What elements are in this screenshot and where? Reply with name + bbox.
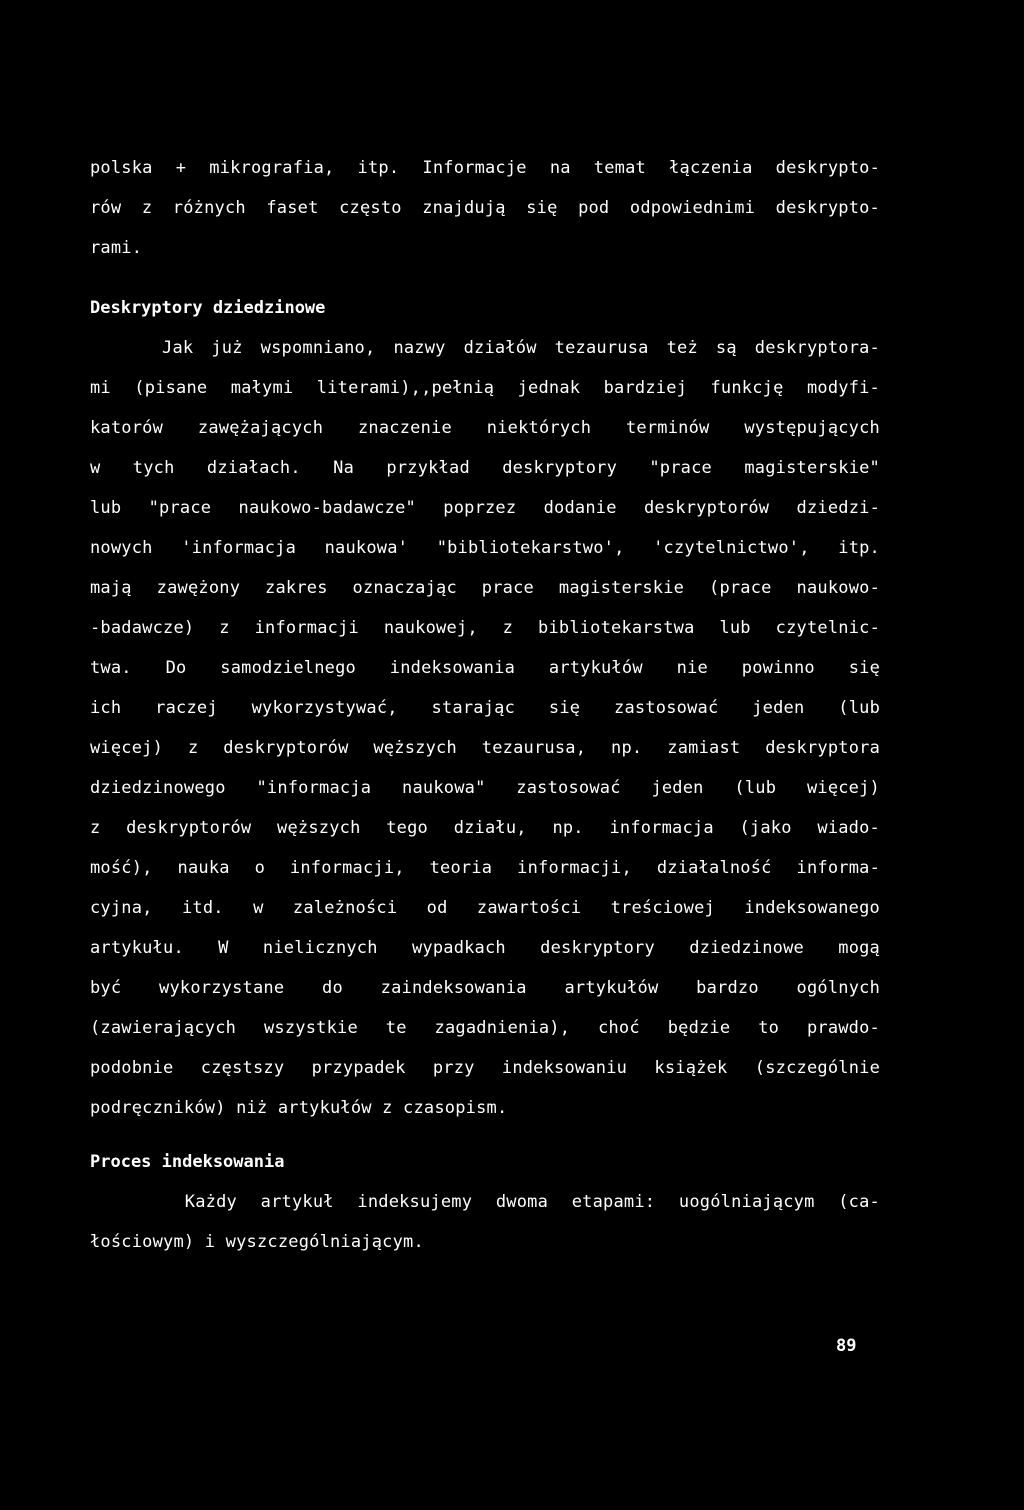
- text-line: katorów zawężających znaczenie niektórych terminów występujących: [90, 418, 880, 438]
- text-line: artykułu. W nielicznych wypadkach deskryptory dziedzinowe mogą: [90, 938, 880, 958]
- text-line: mi (pisane małymi literami),,pełnią jednak bardziej funkcję modyfi-: [90, 378, 880, 398]
- text-line: nowych 'informacja naukowa' "bibliotekarstwo', 'czytelnictwo', itp.: [90, 538, 880, 558]
- text-line: być wykorzystane do zaindeksowania artykułów bardzo ogólnych: [90, 978, 880, 998]
- text-line: podręczników) niż artykułów z czasopism.: [90, 1098, 508, 1118]
- text-line: rów z różnych faset często znajdują się pod odpowiednimi deskrypto-: [90, 198, 880, 218]
- text-line: (zawierających wszystkie te zagadnienia), choć będzie to prawdo-: [90, 1018, 880, 1038]
- text-line: ich raczej wykorzystywać, starając się zastosować jeden (lub: [90, 698, 880, 718]
- text-line: -badawcze) z informacji naukowej, z bibliotekarstwa lub czytelnic-: [90, 618, 880, 638]
- page-number: 89: [836, 1336, 857, 1356]
- text-line: rami.: [90, 238, 143, 258]
- text-line: mość), nauka o informacji, teoria informacji, działalność informa-: [90, 858, 880, 878]
- text-line: polska + mikrografia, itp. Informacje na temat łączenia deskrypto-: [90, 158, 880, 178]
- text-line: lub "prace naukowo-badawcze" poprzez dodanie deskryptorów dziedzi-: [90, 498, 880, 518]
- text-line: łościowym) i wyszczególniającym.: [90, 1232, 424, 1252]
- text-line: w tych działach. Na przykład deskryptory "prace magisterskie": [90, 458, 880, 478]
- text-line: cyjna, itd. w zależności od zawartości treściowej indeksowanego: [90, 898, 880, 918]
- text-line: mają zawężony zakres oznaczając prace magisterskie (prace naukowo-: [90, 578, 880, 598]
- section-heading: Deskryptory dziedzinowe: [90, 298, 326, 318]
- text-line: Każdy artykuł indeksujemy dwoma etapami: uogólniającym (ca-: [90, 1192, 880, 1212]
- section-heading: Proces indeksowania: [90, 1152, 285, 1172]
- text-line: podobnie częstszy przypadek przy indeksowaniu książek (szczególnie: [90, 1058, 880, 1078]
- text-line: z deskryptorów węższych tego działu, np. informacja (jako wiado-: [90, 818, 880, 838]
- text-line: więcej) z deskryptorów węższych tezaurusa, np. zamiast deskryptora: [90, 738, 880, 758]
- text-line: Jak już wspomniano, nazwy działów tezaurusa też są deskryptora-: [90, 338, 880, 358]
- text-line: dziedzinowego "informacja naukowa" zastosować jeden (lub więcej): [90, 778, 880, 798]
- text-line: twa. Do samodzielnego indeksowania artykułów nie powinno się: [90, 658, 880, 678]
